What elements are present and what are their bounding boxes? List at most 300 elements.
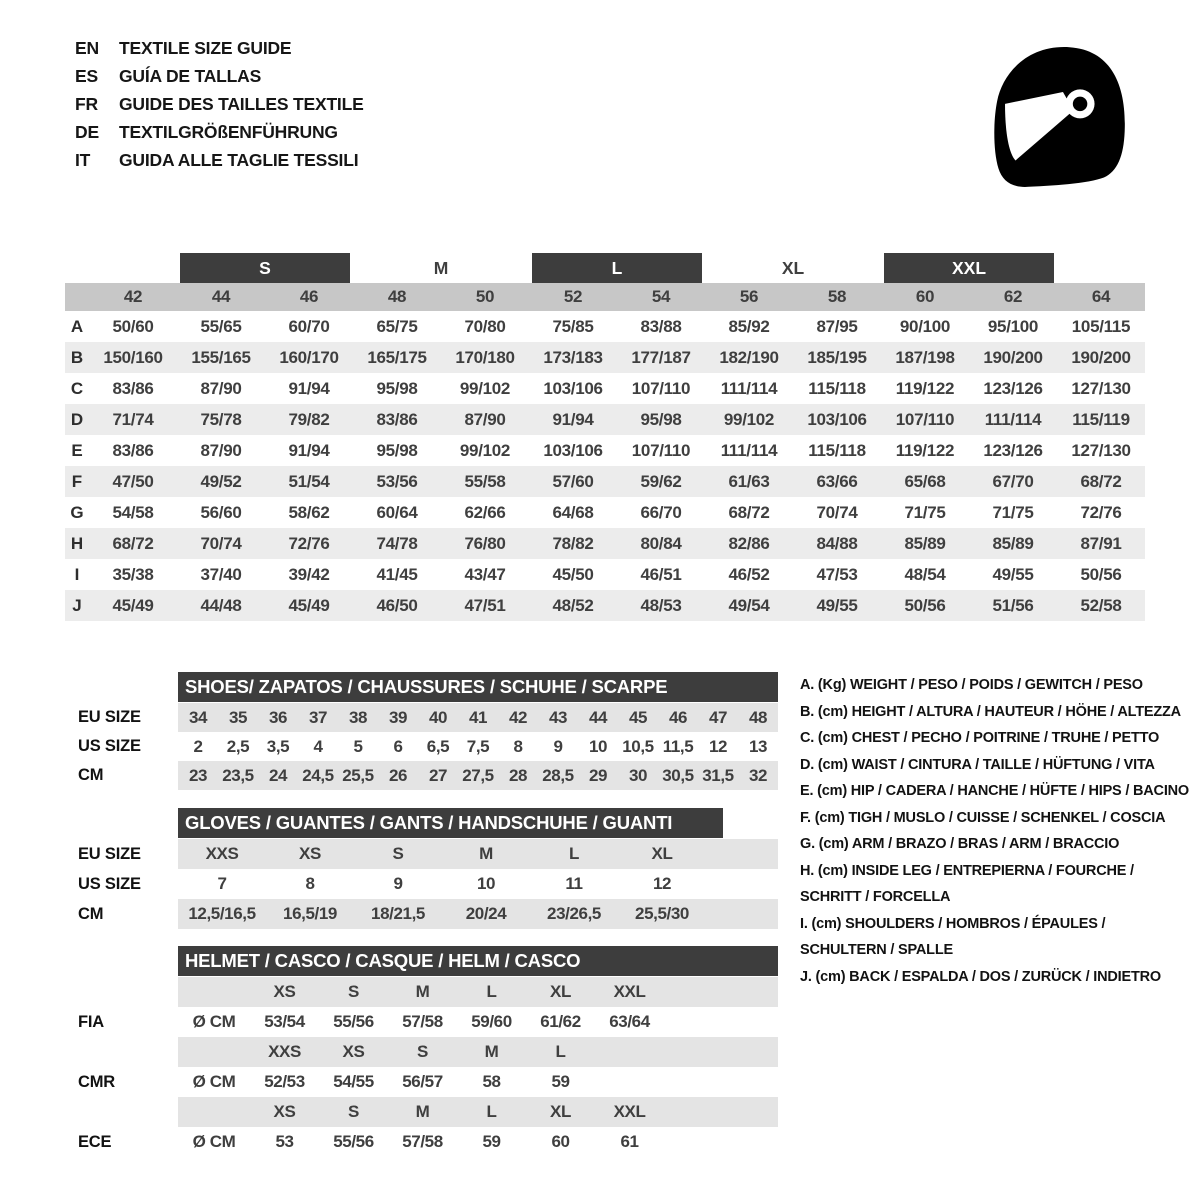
measure-cell: 68/72 bbox=[112, 533, 154, 553]
measure-cell: 61/63 bbox=[728, 471, 770, 491]
size-column-header: 46 bbox=[299, 287, 319, 306]
row-label: CM bbox=[78, 904, 104, 923]
language-row bbox=[75, 62, 364, 90]
gloves-size-table bbox=[65, 808, 778, 929]
legend-line: SCHULTERN / SPALLE bbox=[800, 942, 953, 958]
size-column-header: 60 bbox=[915, 287, 935, 306]
value-cell: 48 bbox=[748, 707, 768, 727]
measure-cell: 127/130 bbox=[1071, 378, 1131, 398]
measure-cell: 79/82 bbox=[288, 409, 330, 429]
measure-cell: 39/42 bbox=[288, 564, 330, 584]
measure-cell: 45/49 bbox=[112, 595, 154, 615]
measure-cell: 53/56 bbox=[376, 471, 418, 491]
value-cell: 25,5/30 bbox=[635, 904, 689, 923]
value-cell: 42 bbox=[508, 707, 528, 727]
measure-cell: 48/54 bbox=[904, 564, 946, 584]
guide-title: GUIDE DES TAILLES TEXTILE bbox=[119, 94, 364, 114]
measure-cell: 51/54 bbox=[288, 471, 330, 491]
value-cell: 58 bbox=[482, 1072, 501, 1091]
measure-cell: 107/110 bbox=[631, 378, 691, 398]
measure-cell: 67/70 bbox=[992, 471, 1034, 491]
measure-row-g bbox=[65, 497, 1145, 528]
corner-cell bbox=[65, 283, 89, 311]
row-label bbox=[65, 977, 178, 1007]
gloves-section-title: GLOVES / GUANTES / GANTS / HANDSCHUHE / GUANTI bbox=[178, 808, 723, 838]
row-letter: J bbox=[72, 595, 82, 615]
measure-cell: 87/95 bbox=[816, 316, 858, 336]
size-label-cell: S bbox=[348, 1102, 359, 1121]
helmet-sizes-row bbox=[65, 1037, 778, 1067]
measure-cell: 160/170 bbox=[279, 347, 339, 367]
measure-cell: 74/78 bbox=[376, 533, 418, 553]
value-cell: 54/55 bbox=[333, 1072, 374, 1091]
measure-cell: 70/80 bbox=[464, 316, 506, 336]
value-cell: 28 bbox=[508, 765, 528, 785]
measure-row-a bbox=[65, 311, 1145, 342]
measure-cell: 170/180 bbox=[455, 347, 515, 367]
measure-cell: 107/110 bbox=[895, 409, 955, 429]
size-group-xxl: XXL bbox=[884, 253, 1054, 283]
value-cell: 10,5 bbox=[622, 736, 654, 756]
value-cell: 30,5 bbox=[662, 765, 694, 785]
size-label-cell: S bbox=[417, 1042, 428, 1061]
guide-title: GUÍA DE TALLAS bbox=[119, 66, 262, 86]
measure-cell: 91/94 bbox=[552, 409, 594, 429]
measure-cell: 71/75 bbox=[992, 502, 1034, 522]
measure-cell: 50/56 bbox=[904, 595, 946, 615]
shoes-values bbox=[178, 732, 778, 761]
value-cell: 44 bbox=[588, 707, 608, 727]
guide-title: GUIDA ALLE TAGLIE TESSILI bbox=[119, 150, 359, 170]
measure-cell: 105/115 bbox=[1071, 316, 1131, 336]
unit-cell bbox=[178, 1097, 250, 1127]
measure-cell: 90/100 bbox=[899, 316, 951, 336]
value-cell: 34 bbox=[188, 707, 208, 727]
measure-cell: 70/74 bbox=[816, 502, 858, 522]
measure-cell: 85/92 bbox=[728, 316, 770, 336]
measurement-legend bbox=[800, 672, 1200, 990]
helmet-sizes-row bbox=[65, 977, 778, 1007]
helmet-standard-values bbox=[178, 1127, 778, 1157]
value-cell: 56/57 bbox=[402, 1072, 443, 1091]
value-cell: XS bbox=[299, 844, 321, 863]
size-column-header: 56 bbox=[739, 287, 759, 306]
standard-label: FIA bbox=[78, 1012, 104, 1031]
measure-cell: 95/98 bbox=[376, 378, 418, 398]
value-cell: 24,5 bbox=[302, 765, 334, 785]
measure-cell: 43/47 bbox=[464, 564, 506, 584]
language-code: EN bbox=[75, 38, 99, 58]
gloves-values bbox=[178, 869, 778, 899]
measure-cell: 50/56 bbox=[1080, 564, 1122, 584]
value-cell: 53 bbox=[275, 1132, 294, 1151]
size-label-cell bbox=[595, 1037, 664, 1067]
measure-cell: 71/75 bbox=[904, 502, 946, 522]
helmet-standard-row-ece bbox=[65, 1127, 778, 1157]
gloves-header-row bbox=[65, 808, 778, 838]
value-cell: 7 bbox=[217, 874, 227, 893]
measure-cell: 185/195 bbox=[807, 347, 867, 367]
value-cell: XL bbox=[651, 844, 673, 863]
helmet-header-row bbox=[65, 946, 778, 976]
value-cell: 30 bbox=[628, 765, 648, 785]
measure-cell: 49/55 bbox=[992, 564, 1034, 584]
measure-row-e bbox=[65, 435, 1145, 466]
measure-cell: 70/74 bbox=[200, 533, 242, 553]
measure-row-c bbox=[65, 373, 1145, 404]
measure-cell: 91/94 bbox=[288, 378, 330, 398]
value-cell: 26 bbox=[388, 765, 408, 785]
value-cell: 59/60 bbox=[471, 1012, 512, 1031]
textile-size-table bbox=[65, 253, 1145, 621]
value-cell: 23,5 bbox=[222, 765, 254, 785]
language-row bbox=[75, 146, 364, 174]
racing-helmet-icon bbox=[980, 38, 1138, 196]
value-cell: 52/53 bbox=[264, 1072, 305, 1091]
language-row bbox=[75, 34, 364, 62]
value-cell: 24 bbox=[268, 765, 288, 785]
measure-cell: 82/86 bbox=[728, 533, 770, 553]
value-cell: 38 bbox=[348, 707, 368, 727]
language-row bbox=[75, 90, 364, 118]
measure-cell: 155/165 bbox=[191, 347, 251, 367]
measure-cell: 95/100 bbox=[987, 316, 1039, 336]
measure-cell: 119/122 bbox=[895, 440, 955, 460]
gloves-row bbox=[65, 899, 778, 929]
size-column-header: 48 bbox=[387, 287, 407, 306]
row-label: US SIZE bbox=[78, 737, 141, 755]
value-cell: 57/58 bbox=[402, 1012, 443, 1031]
legend-line: D. (cm) WAIST / CINTURA / TAILLE / HÜFTUNG / VITA bbox=[800, 756, 1155, 773]
row-label: CM bbox=[78, 766, 104, 784]
value-cell bbox=[595, 1067, 664, 1097]
unit-cell bbox=[178, 977, 250, 1007]
measure-cell: 127/130 bbox=[1071, 440, 1131, 460]
value-cell: 2,5 bbox=[226, 736, 250, 756]
measure-cell: 123/126 bbox=[983, 440, 1043, 460]
value-cell: 10 bbox=[476, 874, 496, 893]
measure-cell: 83/86 bbox=[112, 378, 154, 398]
gloves-row bbox=[65, 839, 778, 869]
legend-line: B. (cm) HEIGHT / ALTURA / HAUTEUR / HÖHE / ALTEZZA bbox=[800, 703, 1181, 720]
measure-cell: 103/106 bbox=[543, 440, 603, 460]
row-label: EU SIZE bbox=[78, 708, 141, 726]
measure-cell: 60/70 bbox=[288, 316, 330, 336]
value-cell: 27 bbox=[428, 765, 448, 785]
measure-cell: 59/62 bbox=[640, 471, 682, 491]
measure-cell: 150/160 bbox=[103, 347, 163, 367]
measure-cell: 45/50 bbox=[552, 564, 594, 584]
measure-cell: 85/89 bbox=[904, 533, 946, 553]
size-label-cell: XXL bbox=[613, 1102, 646, 1121]
size-label-cell: M bbox=[484, 1042, 499, 1061]
measure-cell: 47/51 bbox=[464, 595, 506, 615]
measure-row-d bbox=[65, 404, 1145, 435]
size-label-cell: M bbox=[415, 1102, 430, 1121]
measure-cell: 99/102 bbox=[459, 440, 511, 460]
language-code: FR bbox=[75, 94, 98, 114]
measure-cell: 46/51 bbox=[640, 564, 682, 584]
value-cell: 16,5/19 bbox=[283, 904, 337, 923]
measure-cell: 75/85 bbox=[552, 316, 594, 336]
legend-line: A. (Kg) WEIGHT / PESO / POIDS / GEWITCH / PESO bbox=[800, 677, 1143, 693]
helmet-standard-values bbox=[178, 1067, 778, 1097]
value-cell: L bbox=[569, 844, 579, 863]
measure-cell: 45/49 bbox=[288, 595, 330, 615]
size-column-header: 42 bbox=[123, 287, 143, 306]
helmet-size-labels bbox=[178, 1097, 778, 1127]
value-cell: 10 bbox=[588, 736, 608, 756]
value-cell: 11 bbox=[565, 874, 583, 893]
measure-cell: 75/78 bbox=[200, 409, 242, 429]
value-cell: 12 bbox=[652, 874, 672, 893]
measure-cell: 84/88 bbox=[816, 533, 858, 553]
helmet-size-labels bbox=[178, 977, 778, 1007]
value-cell: 61/62 bbox=[540, 1012, 581, 1031]
value-cell: 6,5 bbox=[426, 736, 450, 756]
size-column-header: 62 bbox=[1003, 287, 1023, 306]
measure-cell: 65/68 bbox=[904, 471, 946, 491]
helmet-size-table bbox=[65, 946, 778, 1157]
size-group-l: L bbox=[532, 253, 702, 283]
value-cell: 37 bbox=[308, 707, 328, 727]
measure-row-b bbox=[65, 342, 1145, 373]
value-cell: 27,5 bbox=[462, 765, 494, 785]
measure-cell: 49/55 bbox=[816, 595, 858, 615]
measure-row-i bbox=[65, 559, 1145, 590]
measure-cell: 46/52 bbox=[728, 564, 770, 584]
legend-line: J. (cm) BACK / ESPALDA / DOS / ZURÜCK / INDIETRO bbox=[800, 968, 1161, 985]
value-cell: 53/54 bbox=[264, 1012, 305, 1031]
measure-cell: 173/183 bbox=[543, 347, 603, 367]
value-cell: 39 bbox=[388, 707, 408, 727]
value-cell: 4 bbox=[313, 736, 323, 756]
size-table-body bbox=[65, 311, 1145, 621]
row-letter: G bbox=[70, 502, 84, 522]
gloves-values bbox=[178, 839, 778, 869]
measure-cell: 37/40 bbox=[200, 564, 242, 584]
size-label-cell: S bbox=[348, 982, 359, 1001]
helmet-standard-row-fia bbox=[65, 1007, 778, 1037]
size-label-cell: XL bbox=[550, 1102, 571, 1121]
guide-title: TEXTILE SIZE GUIDE bbox=[119, 38, 292, 58]
standard-label: ECE bbox=[78, 1132, 112, 1151]
value-cell: 29 bbox=[588, 765, 608, 785]
value-cell: XXS bbox=[205, 844, 239, 863]
value-cell: 8 bbox=[305, 874, 315, 893]
helmet-size-labels bbox=[178, 1037, 778, 1067]
measure-cell: 64/68 bbox=[552, 502, 594, 522]
size-group-header-row bbox=[65, 253, 1145, 283]
value-cell: 18/21,5 bbox=[371, 904, 425, 923]
measure-cell: 85/89 bbox=[992, 533, 1034, 553]
row-letter: F bbox=[71, 471, 83, 491]
row-letter: B bbox=[70, 347, 84, 367]
measure-cell: 83/88 bbox=[640, 316, 682, 336]
row-label: EU SIZE bbox=[78, 844, 141, 863]
size-label-cell: XXS bbox=[268, 1042, 301, 1061]
size-label-cell: XS bbox=[273, 982, 296, 1001]
size-label-cell: XS bbox=[342, 1042, 365, 1061]
measure-cell: 177/187 bbox=[631, 347, 691, 367]
legend-line: SCHRITT / FORCELLA bbox=[800, 889, 951, 905]
value-cell: 47 bbox=[708, 707, 728, 727]
size-label-cell: L bbox=[486, 982, 497, 1001]
unit-cell: Ø CM bbox=[192, 1012, 236, 1031]
size-label-cell: XS bbox=[273, 1102, 296, 1121]
measure-cell: 52/58 bbox=[1080, 595, 1122, 615]
helmet-standard-values bbox=[178, 1007, 778, 1037]
measure-cell: 87/90 bbox=[200, 440, 242, 460]
measure-cell: 72/76 bbox=[288, 533, 330, 553]
measure-cell: 51/56 bbox=[992, 595, 1034, 615]
legend-line: G. (cm) ARM / BRAZO / BRAS / ARM / BRACCIO bbox=[800, 836, 1120, 852]
size-column-header: 64 bbox=[1091, 287, 1111, 306]
measure-cell: 103/106 bbox=[543, 378, 603, 398]
value-cell: 31,5 bbox=[702, 765, 734, 785]
value-cell: 12 bbox=[708, 736, 728, 756]
unit-cell bbox=[178, 1037, 250, 1067]
measure-cell: 68/72 bbox=[728, 502, 770, 522]
measure-cell: 49/54 bbox=[728, 595, 770, 615]
measure-cell: 49/52 bbox=[200, 471, 242, 491]
language-code: ES bbox=[75, 66, 98, 86]
measure-cell: 83/86 bbox=[376, 409, 418, 429]
row-letter: A bbox=[70, 316, 84, 336]
measure-cell: 111/114 bbox=[720, 378, 778, 398]
value-cell: 55/56 bbox=[333, 1012, 374, 1031]
measure-cell: 80/84 bbox=[640, 533, 682, 553]
size-label-cell: L bbox=[486, 1102, 497, 1121]
measure-cell: 71/74 bbox=[112, 409, 154, 429]
value-cell: 6 bbox=[393, 736, 403, 756]
value-cell: 63/64 bbox=[609, 1012, 650, 1031]
value-cell: 61 bbox=[620, 1132, 639, 1151]
value-cell: 20/24 bbox=[465, 904, 507, 923]
value-cell: 11,5 bbox=[662, 736, 694, 756]
value-cell: 46 bbox=[668, 707, 688, 727]
size-label-cell: L bbox=[555, 1042, 566, 1061]
measure-cell: 87/90 bbox=[200, 378, 242, 398]
shoes-size-table bbox=[65, 672, 778, 790]
shoes-row bbox=[65, 732, 778, 761]
legend-line: C. (cm) CHEST / PECHO / POITRINE / TRUHE / PETTO bbox=[800, 730, 1160, 746]
value-cell: 28,5 bbox=[542, 765, 574, 785]
measure-cell: 91/94 bbox=[288, 440, 330, 460]
row-letter: E bbox=[71, 440, 83, 460]
legend-line: E. (cm) HIP / CADERA / HANCHE / HÜFTE / HIPS / BACINO bbox=[800, 783, 1189, 799]
value-cell: 57/58 bbox=[402, 1132, 443, 1151]
measure-cell: 76/80 bbox=[464, 533, 506, 553]
measure-cell: 87/90 bbox=[464, 409, 506, 429]
measure-cell: 47/50 bbox=[112, 471, 154, 491]
legend-line: F. (cm) TIGH / MUSLO / CUISSE / SCHENKEL / COSCIA bbox=[800, 809, 1166, 826]
size-column-header: 50 bbox=[475, 287, 495, 306]
measure-cell: 115/118 bbox=[808, 378, 866, 398]
size-column-header: 52 bbox=[563, 287, 583, 306]
measure-cell: 119/122 bbox=[895, 378, 955, 398]
value-cell: 40 bbox=[428, 707, 448, 727]
size-group-m: M bbox=[433, 257, 449, 278]
measure-cell: 48/52 bbox=[552, 595, 594, 615]
value-cell: 32 bbox=[748, 765, 768, 785]
measure-cell: 48/53 bbox=[640, 595, 682, 615]
helmet-sizes-row bbox=[65, 1097, 778, 1127]
measure-cell: 58/62 bbox=[288, 502, 330, 522]
value-cell: 23 bbox=[188, 765, 208, 785]
helmet-standard-row-cmr bbox=[65, 1067, 778, 1097]
size-column-header: 58 bbox=[827, 287, 847, 306]
value-cell: 36 bbox=[268, 707, 288, 727]
measure-cell: 63/66 bbox=[816, 471, 858, 491]
value-cell: 59 bbox=[551, 1072, 570, 1091]
legend-line: H. (cm) INSIDE LEG / ENTREPIERNA / FOURCHE / bbox=[800, 862, 1134, 879]
row-label bbox=[65, 1097, 178, 1127]
measure-cell: 44/48 bbox=[200, 595, 242, 615]
gloves-values bbox=[178, 899, 778, 929]
measure-cell: 65/75 bbox=[376, 316, 418, 336]
measure-cell: 47/53 bbox=[816, 564, 858, 584]
measure-cell: 41/45 bbox=[376, 564, 418, 584]
helmet-table-body bbox=[65, 977, 778, 1157]
language-row bbox=[75, 118, 364, 146]
measure-cell: 78/82 bbox=[552, 533, 594, 553]
measure-cell: 87/91 bbox=[1080, 533, 1122, 553]
row-letter: C bbox=[70, 378, 84, 398]
shoes-header-row bbox=[65, 672, 778, 702]
value-cell: M bbox=[479, 844, 493, 863]
value-cell: 55/56 bbox=[333, 1132, 374, 1151]
measure-cell: 60/64 bbox=[376, 502, 418, 522]
size-number-row bbox=[65, 283, 1145, 311]
measure-cell: 103/106 bbox=[807, 409, 867, 429]
shoes-row bbox=[65, 761, 778, 790]
measure-cell: 182/190 bbox=[719, 347, 779, 367]
row-label: US SIZE bbox=[78, 874, 141, 893]
measure-cell: 56/60 bbox=[200, 502, 242, 522]
value-cell: 45 bbox=[628, 707, 648, 727]
shoes-values bbox=[178, 761, 778, 790]
value-cell: 2 bbox=[193, 736, 203, 756]
measure-cell: 95/98 bbox=[640, 409, 682, 429]
value-cell: 13 bbox=[748, 736, 768, 756]
row-letter: I bbox=[74, 564, 80, 584]
language-title-list bbox=[75, 34, 364, 174]
measure-cell: 99/102 bbox=[459, 378, 511, 398]
size-group-xl: XL bbox=[781, 257, 805, 278]
measure-cell: 115/119 bbox=[1072, 409, 1130, 429]
value-cell: 12,5/16,5 bbox=[188, 904, 256, 923]
size-label-cell: XL bbox=[550, 982, 571, 1001]
unit-cell: Ø CM bbox=[192, 1132, 236, 1151]
measure-cell: 55/58 bbox=[464, 471, 506, 491]
value-cell: 9 bbox=[553, 736, 563, 756]
standard-label: CMR bbox=[78, 1072, 115, 1091]
size-column-header: 44 bbox=[211, 287, 231, 306]
gloves-table-body bbox=[65, 839, 778, 929]
size-column-header: 54 bbox=[651, 287, 671, 306]
value-cell: 59 bbox=[482, 1132, 501, 1151]
shoes-table-body bbox=[65, 703, 778, 790]
row-letter: D bbox=[70, 409, 84, 429]
measure-cell: 57/60 bbox=[552, 471, 594, 491]
measure-cell: 68/72 bbox=[1080, 471, 1122, 491]
language-code: DE bbox=[75, 122, 99, 142]
shoes-row bbox=[65, 703, 778, 732]
measure-cell: 35/38 bbox=[112, 564, 154, 584]
size-label-cell: XXL bbox=[613, 982, 646, 1001]
measure-cell: 72/76 bbox=[1080, 502, 1122, 522]
